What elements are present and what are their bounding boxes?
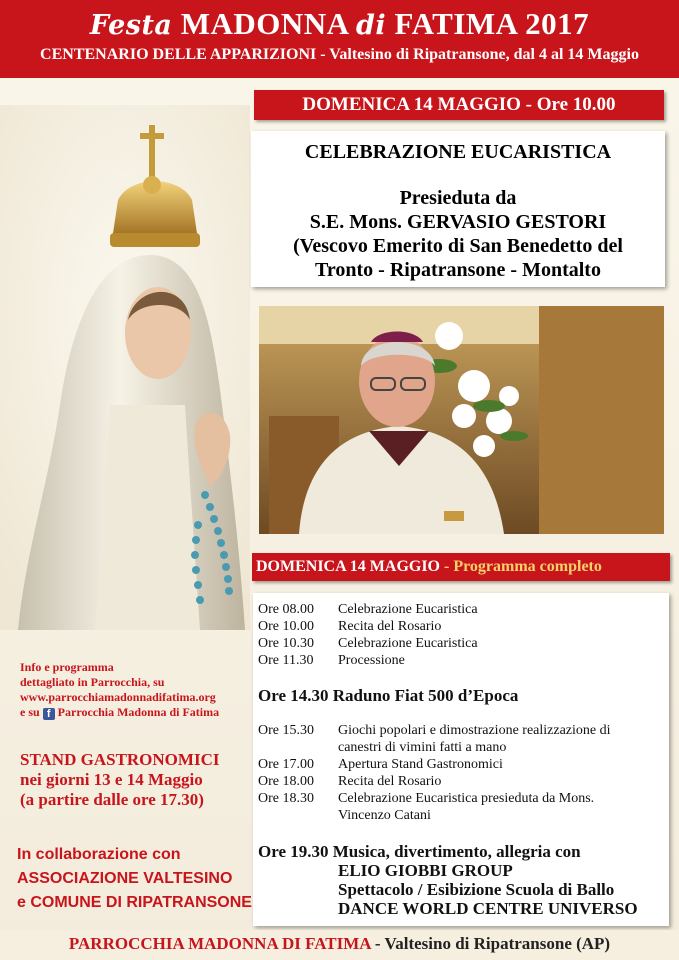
header-title xyxy=(0,6,679,42)
collab-line: In collaborazione con xyxy=(17,846,181,863)
evening-line: ELIO GIOBBI GROUP xyxy=(338,861,513,880)
collab-block xyxy=(17,843,252,915)
stand-line: (a partire dalle ore 17.30) xyxy=(20,790,204,809)
schedule-time: Ore 18.30 xyxy=(258,791,314,806)
stand-line: STAND GASTRONOMICI xyxy=(20,750,220,769)
info-line: dettagliato in Parrocchia, su xyxy=(20,675,165,689)
collab-line: ASSOCIAZIONE VALTESINO xyxy=(17,870,233,887)
schedule-activity: Recita del Rosario xyxy=(338,619,442,634)
program-box xyxy=(253,593,669,926)
schedule-time: Ore 17.00 xyxy=(258,757,314,772)
stand-line: nei giorni 13 e 14 Maggio xyxy=(20,770,203,789)
celebration-banner: DOMENICA 14 MAGGIO - Ore 10.00 xyxy=(254,90,664,120)
info-line: Info e programma xyxy=(20,660,114,674)
footer-parish: PARROCCHIA MADONNA DI FATIMA xyxy=(68,934,371,953)
title-di: di xyxy=(356,10,387,41)
collab-line: e COMUNE DI RIPATRANSONE xyxy=(17,894,252,911)
celebration-line: S.E. Mons. GERVASIO GESTORI xyxy=(309,211,607,233)
schedule-time: Ore 08.00 xyxy=(258,602,314,617)
info-fb-prefix: e su xyxy=(20,705,40,719)
celebration-box xyxy=(251,131,665,287)
schedule-time: Ore 18.00 xyxy=(258,774,314,789)
schedule-row xyxy=(258,791,668,825)
stand-block xyxy=(20,750,219,810)
footer xyxy=(0,930,679,960)
schedule-activity: Giochi popolari e dimostrazione realizzazione di xyxy=(338,723,611,738)
program-banner-day: DOMENICA 14 MAGGIO xyxy=(256,558,440,575)
facebook-icon: f xyxy=(43,708,55,720)
header-banner xyxy=(0,0,679,78)
celebration-line: Tronto - Ripatransone - Montalto xyxy=(315,259,601,281)
facebook-line[interactable] xyxy=(20,705,219,720)
schedule-activity: Celebrazione Eucaristica xyxy=(338,602,478,617)
evening-line: DANCE WORLD CENTRE UNIVERSO xyxy=(338,899,638,918)
schedule-row xyxy=(258,723,668,757)
schedule-time: Ore 15.30 xyxy=(258,723,314,738)
program-banner xyxy=(252,553,670,581)
schedule-time: Ore 10.00 xyxy=(258,619,314,634)
schedule-activity: Celebrazione Eucaristica xyxy=(338,636,478,651)
schedule-activity-cont: canestri di vimini fatti a mano xyxy=(338,740,507,755)
website-link[interactable]: www.parrocchiamadonnadifatima.org xyxy=(20,690,216,704)
celebration-line: Presieduta da xyxy=(399,187,517,209)
festa-word: Festa xyxy=(89,10,173,41)
schedule-time: Ore 11.30 xyxy=(258,653,314,668)
info-block xyxy=(20,660,219,720)
facebook-page-name: Parrocchia Madonna di Fatima xyxy=(57,705,220,719)
schedule-activity-cont: Vincenzo Catani xyxy=(338,808,431,823)
header-subtitle: CENTENARIO DELLE APPARIZIONI - Valtesino di Ripatransone, dal 4 al 14 Maggio xyxy=(40,46,639,63)
schedule-activity: Processione xyxy=(338,653,405,668)
madonna-statue-image xyxy=(0,105,250,630)
celebration-heading: CELEBRAZIONE EUCARISTICA xyxy=(304,141,612,163)
evening-line: Ore 19.30 Musica, divertimento, allegria con xyxy=(258,842,581,861)
bishop-photo xyxy=(259,306,664,534)
schedule-activity: Celebrazione Eucaristica presieduta da Mons. xyxy=(338,791,595,806)
program-banner-label: - Programma completo xyxy=(440,558,602,575)
title-madonna: MADONNA xyxy=(180,6,348,41)
title-fatima: FATIMA 2017 xyxy=(394,6,590,41)
raduno-line: Ore 14.30 Raduno Fiat 500 d’Epoca xyxy=(258,686,519,705)
schedule-activity: Apertura Stand Gastronomici xyxy=(338,757,503,772)
footer-location: - Valtesino di Ripatransone (AP) xyxy=(370,934,611,953)
evening-line: Spettacolo / Esibizione Scuola di Ballo xyxy=(338,880,615,899)
celebration-line: (Vescovo Emerito di San Benedetto del xyxy=(293,235,623,257)
schedule-activity: Recita del Rosario xyxy=(338,774,442,789)
schedule-time: Ore 10.30 xyxy=(258,636,314,651)
